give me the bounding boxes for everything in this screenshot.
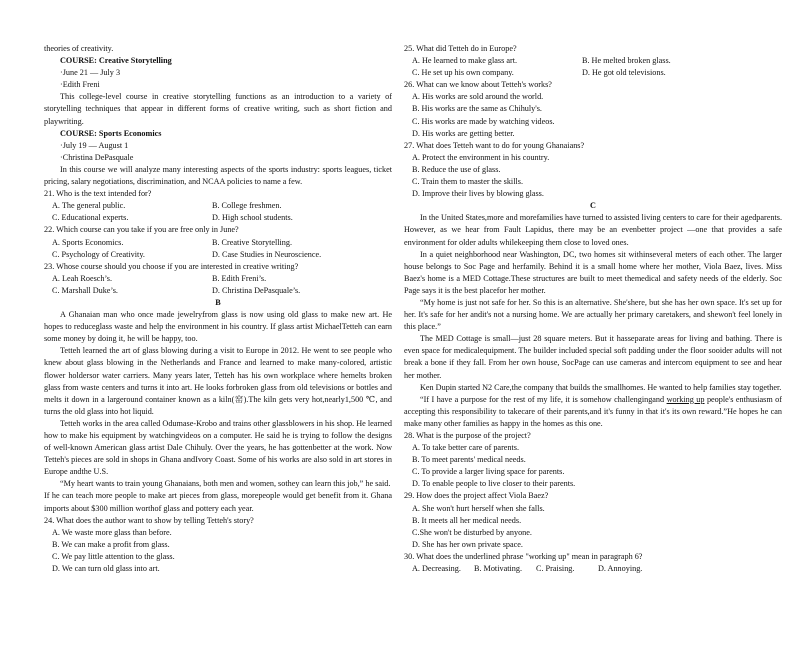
paragraph-6-end: people's enthusiasm of accepting this responsibility to takecare of their parents,and it's funny in that it's its own reward.”He hopes he can make many other families as happy in the homes as this one.: [404, 394, 782, 428]
question-25-stem: 25. What did Tetteh do in Europe?: [404, 44, 517, 53]
option[interactable]: C. Praising.: [536, 564, 575, 574]
section-c-heading: C: [590, 201, 596, 211]
option[interactable]: A. She won't hurt herself when she falls.: [412, 503, 545, 513]
passage-b-paragraph-3: Tetteh works in the area called Odumase-Krobo and trains other glassblowers in his shop. He learned how to make his equipment by watchingvideos on a computer. He said he is trying to follow the designs of well-known American glass artist Dale Chihuly. Over the years, he has gottenbetter at the work. Now Tetteh's pieces are sold in shops in Ghana andIvory Coast. Some of his works are also sold in art stores in Europe andthe U.S.: [44, 418, 392, 477]
option[interactable]: A. Sports Economics.: [52, 237, 124, 247]
underlined-phrase: working up: [666, 394, 705, 404]
option[interactable]: A. The general public.: [52, 201, 126, 211]
option[interactable]: A. We waste more glass than before.: [52, 527, 172, 537]
option[interactable]: A. He learned to make glass art.: [412, 56, 518, 66]
option[interactable]: A. To take better care of parents.: [412, 443, 520, 453]
passage-c-paragraph-3: “My home is just not safe for her. So this is an alternative. She'shere, but she has her own space. It's set up for her. It's safe for her andit's not a nursing home. We are actually her primary caretakers, and shewon't feel lonely in this place.”: [404, 297, 782, 332]
option[interactable]: C. Educational experts.: [52, 213, 129, 223]
option[interactable]: C. To provide a larger living space for parents.: [412, 467, 565, 477]
question-26-stem: 26. What can we know about Tetteh's works?: [404, 80, 552, 90]
passage-b-paragraph-4: “My heart wants to train young Ghanaians, both men and women, sothey can learn this job,” he said.: [60, 479, 391, 489]
option[interactable]: D. Annoying.: [598, 564, 643, 574]
question-22-options-row1: [44, 237, 392, 249]
option[interactable]: B. Creative Storytelling.: [212, 237, 293, 247]
left-column: [44, 43, 392, 575]
option[interactable]: A. His works are sold around the world.: [412, 92, 544, 102]
option[interactable]: D. His works are getting better.: [412, 128, 515, 138]
course-teacher-storytelling: ·Edith Freni: [60, 80, 100, 90]
option[interactable]: D. She has her own private space.: [412, 539, 523, 549]
question-22-options-row2: [44, 249, 392, 261]
option[interactable]: B. Motivating.: [474, 564, 522, 574]
option[interactable]: C. We pay little attention to the glass.: [52, 551, 175, 561]
question-28-stem: 28. What is the purpose of the project?: [404, 431, 531, 440]
option[interactable]: B. Reduce the use of glass.: [412, 164, 501, 174]
question-24-stem: 24. What does the author want to show by telling Tetteh's story?: [44, 515, 254, 525]
question-21-options-row1: [44, 200, 392, 212]
course-title-storytelling: COURSE: Creative Storytelling: [60, 56, 172, 66]
passage-c-paragraph-5: Ken Dupin started N2 Care,the company that builds the smallhomes. He wanted to help families stay together.: [420, 382, 782, 392]
paragraph-6-start: “If I have a purpose for the rest of my life, it is somehow challengingand: [420, 394, 667, 404]
option[interactable]: B. His works are the same as Chihuly's.: [412, 104, 542, 114]
passage-c-paragraph-4: The MED Cottage is small—just 28 square meters. But it hasseparate areas for living and bathing. There is even space for medicalequipment. The builder included special soft padding under the floor sooider adults will not break a bone if they fall. From her own house, SocPage can use cameras and intercom equipment to see and hear her mother.: [404, 334, 782, 380]
intro-tail: theories of creativity.: [44, 44, 114, 53]
option[interactable]: C. Marshall Duke’s.: [52, 285, 118, 295]
option[interactable]: A. Leah Roesch’s.: [52, 273, 113, 283]
question-27-stem: 27. What does Tetteh want to do for young Ghanaians?: [404, 140, 585, 150]
course-dates-storytelling: ·June 21 — July 3: [60, 68, 121, 78]
section-b-heading: B: [215, 297, 221, 307]
passage-c-paragraph-1: In the United States,more and morefamilies have turned to assisted living centers to care for their agedparents. However, as we hear from Fault Lapidus, there may be an evenbetter project —one that provides a safe environment for older adults whilekeeping them close to loved ones.: [404, 213, 782, 247]
course-title-sports: COURSE: Sports Economics: [60, 128, 162, 138]
option[interactable]: B. It meets all her medical needs.: [412, 515, 522, 525]
right-column: [404, 43, 782, 575]
option[interactable]: C.She won't be disturbed by anyone.: [412, 527, 532, 537]
course-desc-storytelling: This college-level course in creative storytelling functions as an introduction to a variety of storytelling techniques that appear in different forms of creative writing, such as short fiction and playwriting.: [44, 92, 392, 126]
question-29-stem: 29. How does the project affect Viola Baez?: [404, 491, 549, 501]
question-23-options-row1: [44, 273, 392, 285]
question-23-stem: 23. Whose course should you choose if you are interested in creative writing?: [44, 261, 299, 271]
question-25-options-row2: [404, 67, 782, 79]
option[interactable]: D. He got old televisions.: [582, 68, 666, 78]
option[interactable]: C. His works are made by watching videos.: [412, 116, 555, 126]
option[interactable]: B. College freshmen.: [212, 201, 282, 211]
option[interactable]: D. Christina DePasquale’s.: [212, 285, 301, 295]
course-teacher-sports: ·Christina DePasquale: [60, 152, 134, 162]
passage-c-paragraph-2: In a quiet neighborhood near Washington, DC, two homes sit withinseveral meters of each other. The larger house belongs to Soc Page and herfamily. Behind it is a small home where her mother, Viola Baez, lives. Miss Baez's home is a MED Cottage.These structures are built to meet themedical and safety needs of the elderly. Soc Page says it is the best placefor her mother.: [404, 249, 782, 295]
question-21-stem: 21. Who is the text intended for?: [44, 189, 152, 199]
course-desc-sports: In this course we will analyze many interesting aspects of the sports industry: sports leagues, ticket pricing, salary negotiations, discrimination, and NCAA policies to name a few.: [44, 164, 392, 187]
option[interactable]: D. Case Studies in Neuroscience.: [212, 249, 322, 259]
passage-b-paragraph-5: If he can teach more people to make art pieces from glass, morepeople would get benefit from it. Ghana imports about $300 million worthof glass and pottery each year.: [44, 491, 392, 513]
option[interactable]: D. High school students.: [212, 213, 293, 223]
option[interactable]: D. Improve their lives by blowing glass.: [412, 189, 544, 199]
question-30-stem: 30. What does the underlined phrase "working up" mean in paragraph 6?: [404, 551, 643, 561]
option[interactable]: B. To meet parents' medical needs.: [412, 455, 526, 465]
question-25-options-row1: [404, 55, 782, 67]
option[interactable]: B. He melted broken glass.: [582, 56, 671, 66]
option[interactable]: A. Protect the environment in his country.: [412, 152, 550, 162]
option[interactable]: C. Train them to master the skills.: [412, 177, 523, 187]
option[interactable]: C. Psychology of Creativity.: [52, 249, 145, 259]
option[interactable]: D. To enable people to live closer to their parents.: [412, 479, 576, 489]
question-30-options: [404, 563, 782, 575]
option[interactable]: B. We can make a profit from glass.: [52, 539, 170, 549]
course-dates-sports: ·July 19 — August 1: [60, 140, 129, 150]
option[interactable]: D. We can turn old glass into art.: [52, 564, 160, 574]
passage-c-paragraph-6: [404, 394, 782, 430]
question-21-options-row2: [44, 212, 392, 224]
option[interactable]: C. He set up his own company.: [412, 68, 514, 78]
option[interactable]: A. Decreasing.: [412, 564, 461, 574]
question-22-stem: 22. Which course can you take if you are free only in June?: [44, 225, 239, 235]
passage-b-paragraph-1: A Ghanaian man who once made jewelryfrom glass is now using old glass to make new art. He hopes to reduceglass waste and help the environment in his country. If glass artist MichaelTetteh can earn some money by doing it, he will be happy, too.: [44, 310, 392, 344]
option[interactable]: B. Edith Freni’s.: [212, 273, 267, 283]
passage-b-paragraph-2: Tetteh learned the art of glass blowing during a visit to Europe in 2012. He went to see people who knew about glass blowing in the Netherlands and France and learned to make many-colored, artistic flower holdersor water carriers. Many years later, Tetteh has his own workplace where hemelts broken glass from waste centers and turns it into art. He looks forbroken glass from old televisions or bottles and melts it down in a largeround container known as a kiln(窑).The kiln gets very hot,nearly1,500 ℃, and turns the old glass into hot liquid.: [44, 346, 392, 416]
question-23-options-row2: [44, 285, 392, 297]
